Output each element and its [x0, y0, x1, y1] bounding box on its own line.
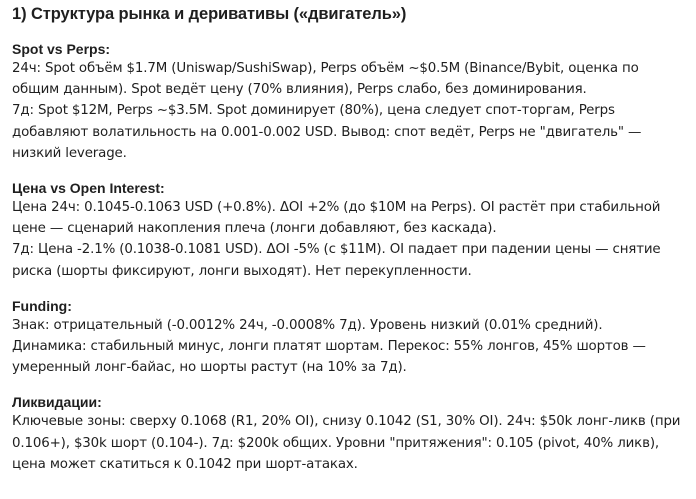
paragraph: 24ч: Spot объём $1.7M (Uniswap/SushiSwap), Perps объём ~$0.5M (Binance/Bybit, оценка по общим данным). Spot ведёт цену (70% влияния), Perps слабо, без доминирования. [12, 61, 639, 98]
paragraph: 7д: Цена -2.1% (0.1038-0.1081 USD). ΔOI -5% (с $11M). OI падает при падении цены — снятие риска (шорты фиксируют, лонги выходят). Нет перекупленности. [12, 242, 661, 279]
paragraph: Знак: отрицательный (-0.0012% 24ч, -0.0008% 7д). Уровень низкий (0.01% средний). [12, 317, 603, 333]
section-funding [12, 297, 684, 379]
paragraph: Ключевые зоны: сверху 0.1068 (R1, 20% OI), снизу 0.1042 (S1, 30% OI). 24ч: $50k лонг-ликв (при 0.106+), $30k шорт (0.104-). 7д: $200k общих. Уровни "притяжения": 0.105 (pivot, 40% ликв), цена может скатиться к 0.1042 при шорт-атаках. [12, 414, 681, 472]
paragraph: Динамика: стабильный минус, лонги платят шортам. Перекос: 55% лонгов, 45% шортов — умеренный лонг-байас, но шорты растут (на 10% за 7д). [12, 339, 646, 376]
paragraph: 7д: Spot $12M, Perps ~$3.5M. Spot доминирует (80%), цена следует спот-торгам, Perps добавляют волатильность на 0.001-0.002 USD. Вывод: спот ведёт, Perps не "двигатель" — низкий leverage. [12, 103, 642, 161]
section-heading: Funding: [12, 297, 72, 314]
document-title: 1) Структура рынка и деривативы («двигатель») [12, 5, 407, 23]
section-heading: Ликвидации: [12, 394, 102, 411]
section-heading: Цена vs Open Interest: [12, 180, 165, 197]
section-heading: Spot vs Perps: [12, 41, 111, 57]
section-spot-vs-perps [12, 40, 684, 164]
paragraph: Цена 24ч: 0.1045-0.1063 USD (+0.8%). ΔOI +2% (до $10M на Perps). OI растёт при стабильной цене — сценарий накопления плеча (лонги добавляют, без каскада). [12, 200, 661, 237]
section-liquidations [12, 393, 684, 475]
document [0, 3, 696, 475]
section-price-vs-open-interest [12, 179, 684, 282]
